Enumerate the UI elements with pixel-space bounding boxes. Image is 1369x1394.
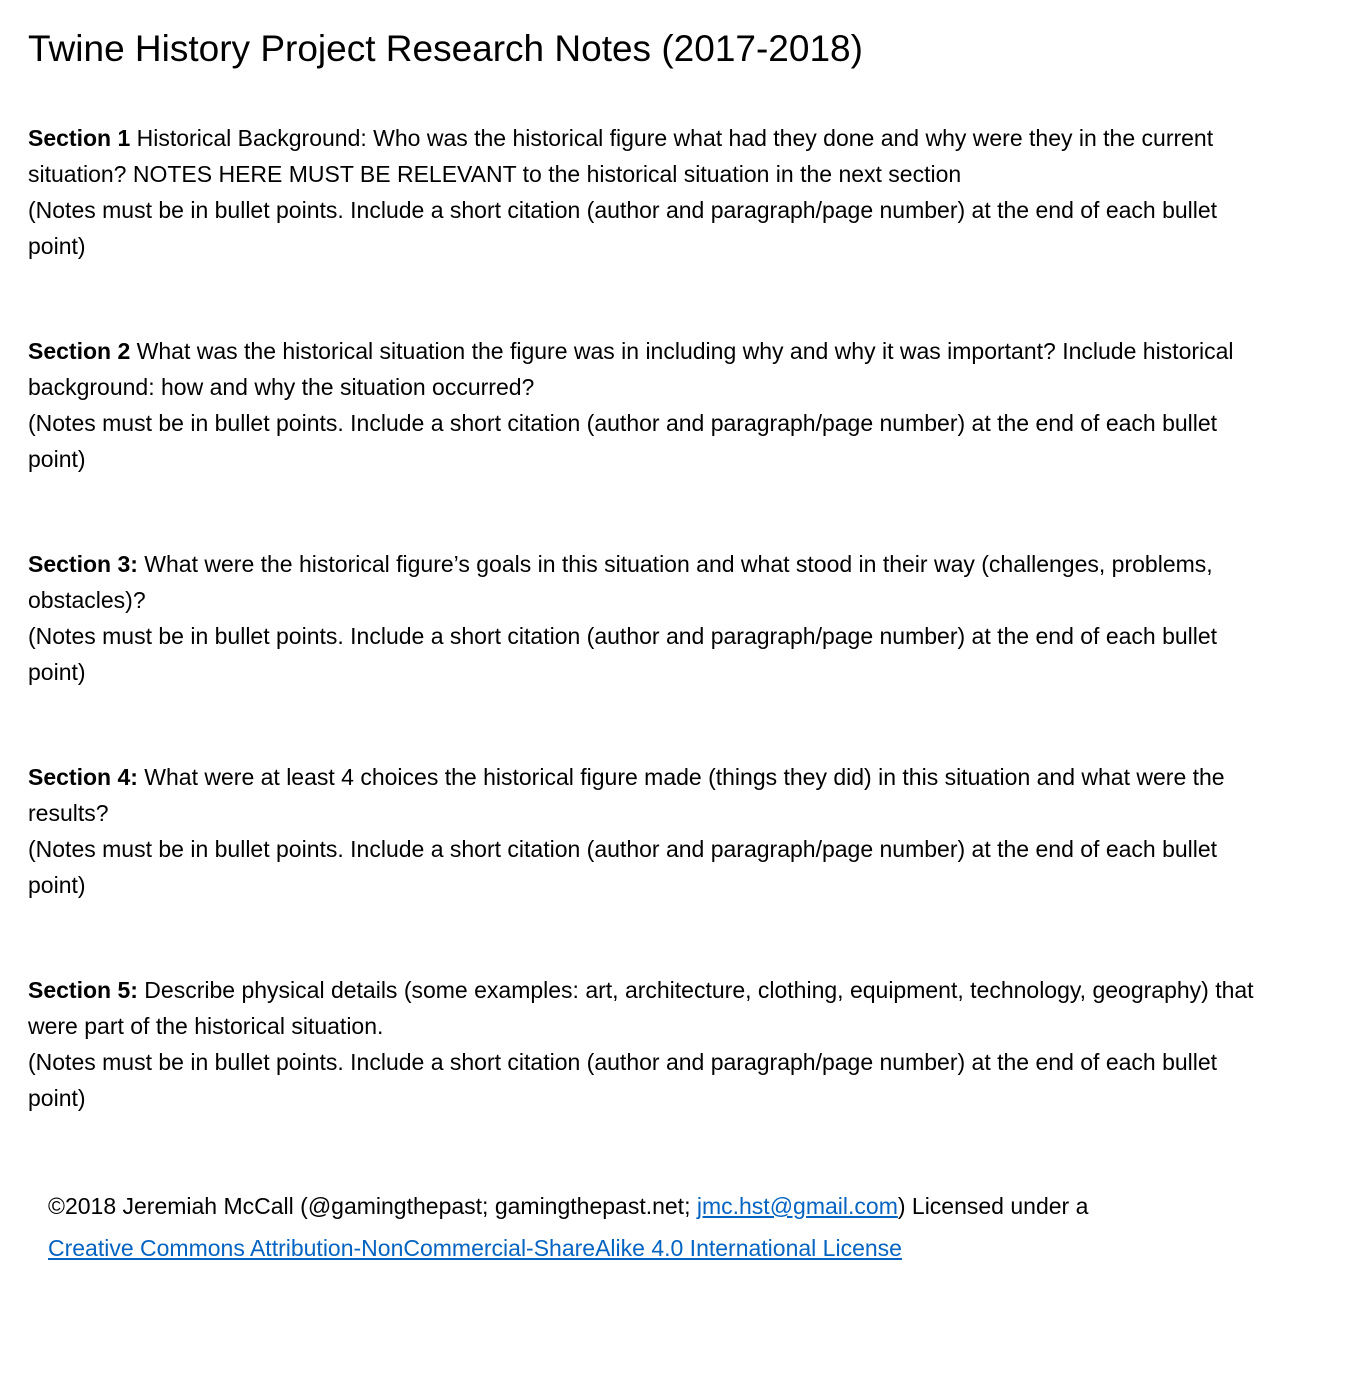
section-3-question: What were the historical figure’s goals in this situation and what stood in their way (challenges, problems, obstacles)? xyxy=(28,551,1213,613)
section-2-label: Section 2 xyxy=(28,338,131,364)
section-3-label: Section 3: xyxy=(28,551,138,577)
copyright-text: ©2018 Jeremiah McCall (@gamingthepast; gamingthepast.net; xyxy=(48,1193,697,1219)
section-5 xyxy=(28,972,1277,1116)
section-3 xyxy=(28,546,1277,690)
license-link[interactable]: Creative Commons Attribution-NonCommercial-ShareAlike 4.0 International License xyxy=(48,1235,902,1261)
section-1-question: Historical Background: Who was the historical figure what had they done and why were they in the current situation? NOTES HERE MUST BE RELEVANT to the historical situation in the next section xyxy=(28,125,1214,187)
footer-license xyxy=(48,1185,1277,1269)
section-4-notes: (Notes must be in bullet points. Include a short citation (author and paragraph/page number) at the end of each bullet point) xyxy=(28,836,1218,898)
section-4-question: What were at least 4 choices the historical figure made (things they did) in this situation and what were the results? xyxy=(28,764,1225,826)
section-5-notes: (Notes must be in bullet points. Include a short citation (author and paragraph/page number) at the end of each bullet point) xyxy=(28,1049,1218,1111)
section-4 xyxy=(28,759,1277,903)
document-title: Twine History Project Research Notes (2017-2018) xyxy=(28,28,863,69)
section-2 xyxy=(28,333,1277,477)
section-2-notes: (Notes must be in bullet points. Include a short citation (author and paragraph/page number) at the end of each bullet point) xyxy=(28,410,1218,472)
section-1 xyxy=(28,120,1277,264)
section-3-notes: (Notes must be in bullet points. Include a short citation (author and paragraph/page number) at the end of each bullet point) xyxy=(28,623,1218,685)
section-4-label: Section 4: xyxy=(28,764,138,790)
section-5-label: Section 5: xyxy=(28,977,138,1003)
license-statement-text: ) Licensed under a xyxy=(897,1193,1089,1219)
section-2-question: What was the historical situation the figure was in including why and why it was important? Include historical background: how and why the situation occurred? xyxy=(28,338,1234,400)
section-5-question: Describe physical details (some examples: art, architecture, clothing, equipment, technology, geography) that were part of the historical situation. xyxy=(28,977,1254,1039)
section-1-label: Section 1 xyxy=(28,125,131,151)
section-1-notes: (Notes must be in bullet points. Include a short citation (author and paragraph/page number) at the end of each bullet point) xyxy=(28,197,1218,259)
email-link[interactable]: jmc.hst@gmail.com xyxy=(696,1193,898,1219)
